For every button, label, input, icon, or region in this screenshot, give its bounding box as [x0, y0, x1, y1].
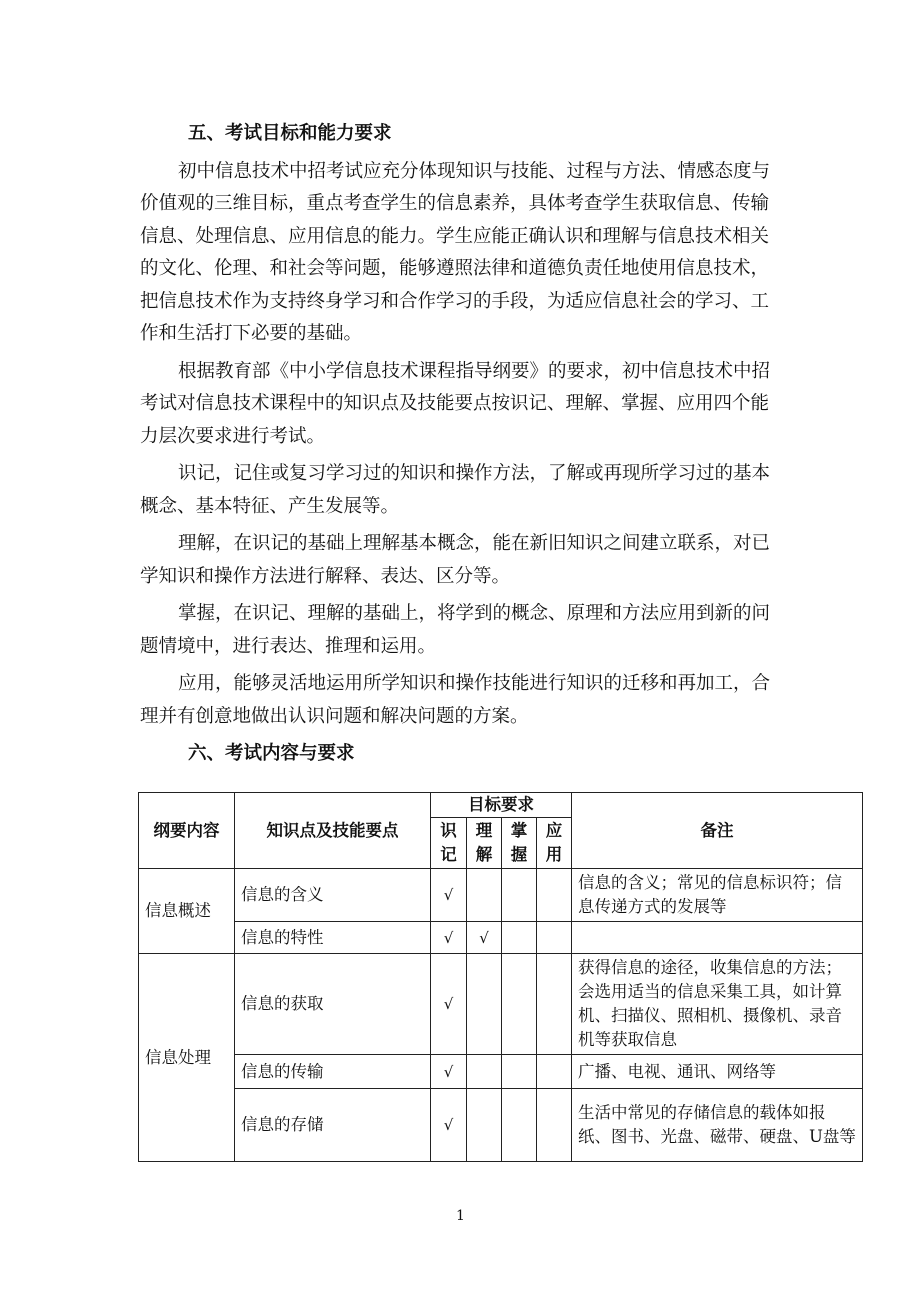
- level-check: [502, 1055, 537, 1089]
- header-notes: 备注: [572, 793, 863, 869]
- header-level-understand: 理 解: [467, 818, 502, 869]
- note: 生活中常见的存储信息的载体如报纸、图书、光盘、磁带、硬盘、U盘等: [572, 1089, 863, 1162]
- level-check: [502, 869, 537, 922]
- paragraph-line: 力层次要求进行考试。: [140, 425, 326, 447]
- table-row: [139, 1089, 863, 1162]
- section-heading: 六、考试内容与要求: [188, 743, 355, 764]
- level-check: [467, 1055, 502, 1089]
- paragraph-line: 应用，能够灵活地运用所学知识和操作技能进行知识的迁移和再加工，合: [178, 673, 771, 694]
- paragraph-line: 初中信息技术中招考试应充分体现知识与技能、过程与方法、情感态度与: [178, 160, 771, 182]
- level-check: √: [431, 954, 467, 1055]
- header-goal: 目标要求: [431, 793, 572, 818]
- note: 获得信息的途径，收集信息的方法；会选用适当的信息采集工具，如计算机、扫描仪、照相机、摄像机、录音机等获取信息: [572, 954, 863, 1055]
- paragraph-line: 考试对信息技术课程中的知识点及技能要点按识记、理解、掌握、应用四个能: [140, 393, 770, 414]
- table-row: [139, 869, 863, 922]
- paragraph: [140, 528, 865, 593]
- level-check: √: [431, 869, 467, 922]
- header-level-master: 掌 握: [502, 818, 537, 869]
- paragraph: [140, 668, 865, 733]
- level-check: [537, 922, 572, 954]
- level-check: [502, 1089, 537, 1162]
- header-level-apply: 应 用: [537, 818, 572, 869]
- paragraph-line: 理并有创意地做出认识问题和解决问题的方案。: [140, 705, 529, 727]
- paragraph-line: 价值观的三维目标，重点考查学生的信息素养，具体考查学生获取信息、传输: [140, 193, 770, 214]
- group-name: 信息概述: [139, 869, 235, 954]
- section-heading: 五、考试目标和能力要求: [188, 123, 392, 144]
- level-check: √: [431, 1089, 467, 1162]
- paragraph-line: 识记，记住或复习学习过的知识和操作方法，了解或再现所学习过的基本: [178, 463, 771, 484]
- level-check: [537, 1089, 572, 1162]
- document-body: [140, 118, 865, 771]
- paragraph: [140, 156, 865, 351]
- knowledge-point: 信息的存储: [235, 1089, 431, 1162]
- paragraph-line: 题情境中，进行表达、推理和运用。: [140, 635, 437, 657]
- paragraph-line: 信息、处理信息、应用信息的能力。学生应能正确认识和理解与信息技术相关: [140, 225, 770, 247]
- paragraph-line: 概念、基本特征、产生发展等。: [140, 495, 400, 517]
- table-row: [139, 922, 863, 954]
- level-check: [467, 869, 502, 922]
- level-check: [537, 1055, 572, 1089]
- paragraph-line: 掌握，在识记、理解的基础上，将学到的概念、原理和方法应用到新的问: [178, 603, 771, 624]
- paragraph-line: 作和生活打下必要的基础。: [140, 323, 363, 344]
- header-outline: 纲要内容: [139, 793, 235, 869]
- page-number: 1: [456, 1208, 465, 1224]
- group-name: 信息处理: [139, 954, 235, 1162]
- note: 广播、电视、通讯、网络等: [572, 1055, 863, 1089]
- knowledge-point: 信息的特性: [235, 922, 431, 954]
- level-check: √: [467, 922, 502, 954]
- note: 信息的含义；常见的信息标识符；信息传递方式的发展等: [572, 869, 863, 922]
- table-row: [139, 954, 863, 1055]
- level-check: [537, 954, 572, 1055]
- level-check: [467, 954, 502, 1055]
- paragraph-line: 的文化、伦理、和社会等问题，能够遵照法律和道德负责任地使用信息技术，: [140, 258, 770, 279]
- level-check: √: [431, 922, 467, 954]
- knowledge-point: 信息的含义: [235, 869, 431, 922]
- table-row: [139, 1055, 863, 1089]
- level-check: √: [431, 1055, 467, 1089]
- note: [572, 922, 863, 954]
- level-check: [502, 922, 537, 954]
- knowledge-point: 信息的传输: [235, 1055, 431, 1089]
- level-check: [537, 869, 572, 922]
- paragraph: [140, 356, 865, 454]
- paragraph: [140, 458, 865, 523]
- paragraph-line: 把信息技术作为支持终身学习和合作学习的手段，为适应信息社会的学习、工: [140, 290, 770, 312]
- level-check: [502, 954, 537, 1055]
- level-check: [467, 1089, 502, 1162]
- header-level-remember: 识 记: [431, 818, 467, 869]
- paragraph-line: 理解，在识记的基础上理解基本概念，能在新旧知识之间建立联系，对已: [178, 533, 771, 554]
- header-points: 知识点及技能要点: [235, 793, 431, 869]
- knowledge-point: 信息的获取: [235, 954, 431, 1055]
- paragraph: [140, 598, 865, 663]
- paragraph-line: 学知识和操作方法进行解释、表达、区分等。: [140, 565, 511, 587]
- paragraph-line: 根据教育部《中小学信息技术课程指导纲要》的要求，初中信息技术中招: [178, 360, 771, 382]
- exam-content-table: [138, 792, 863, 1162]
